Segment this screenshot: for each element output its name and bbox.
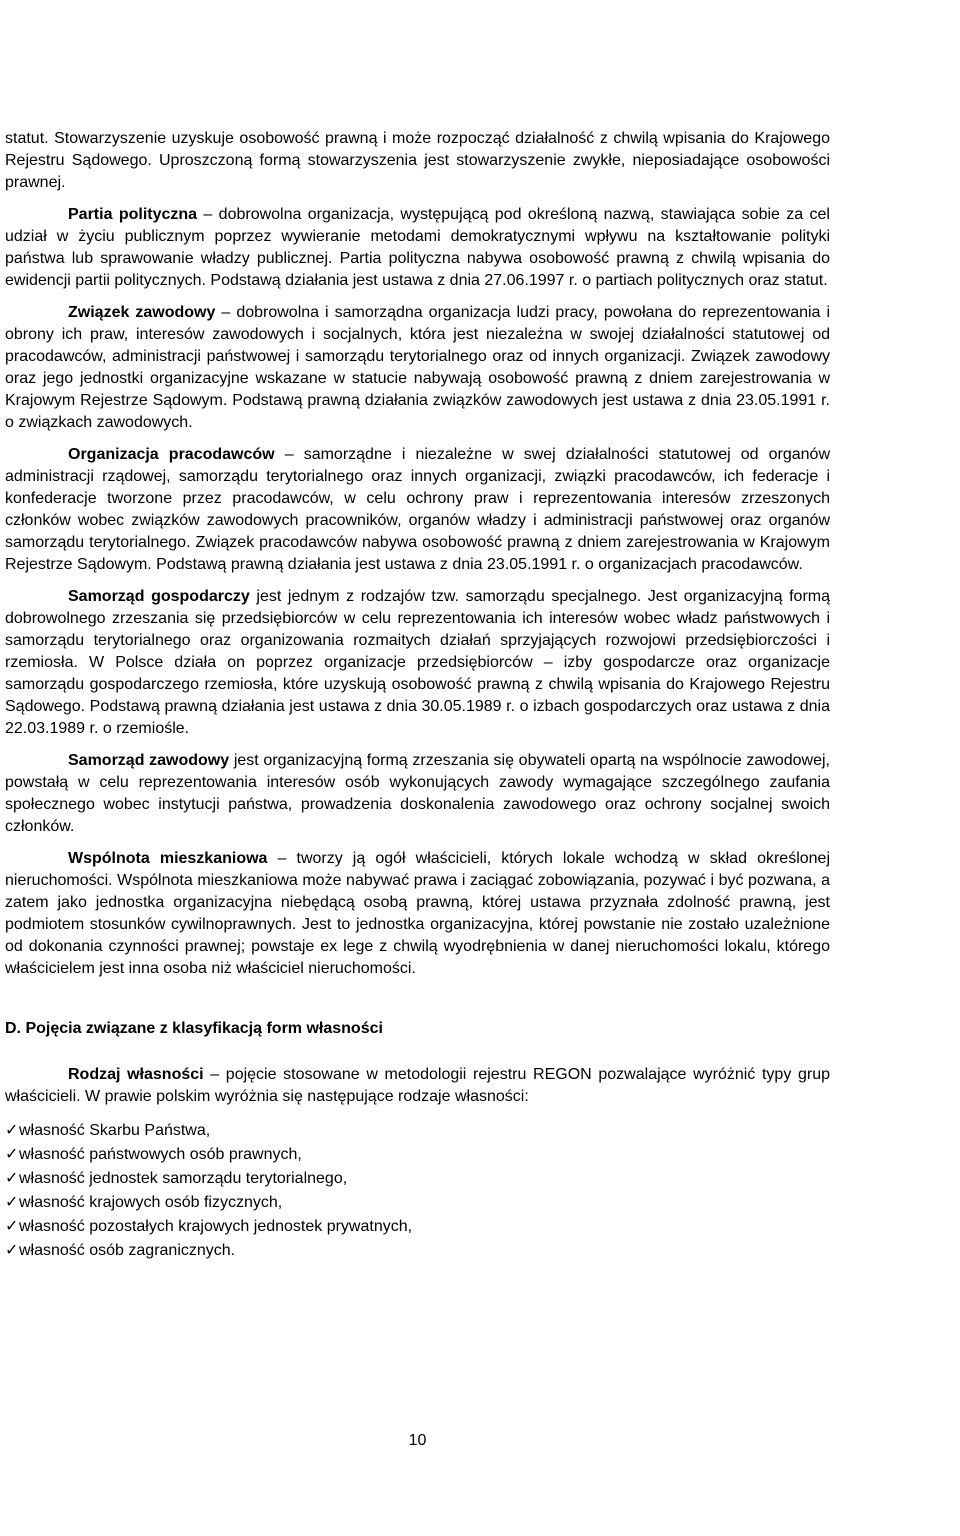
check-icon: ✓ (5, 1144, 19, 1163)
check-icon: ✓ (5, 1240, 19, 1259)
check-icon: ✓ (5, 1216, 19, 1235)
definition-term: Rodzaj własności (68, 1066, 204, 1083)
definition-samorzad-gospodarczy (5, 586, 830, 740)
list-item (5, 1190, 830, 1214)
list-item-text: własność krajowych osób fizycznych, (19, 1194, 283, 1211)
check-icon: ✓ (5, 1168, 19, 1187)
list-item-text: własność osób zagranicznych. (19, 1242, 236, 1259)
definition-term: Partia polityczna (68, 206, 198, 223)
definition-term: Związek zawodowy (68, 304, 216, 321)
definition-wspolnota-mieszkaniowa (5, 848, 830, 980)
list-item-text: własność państwowych osób prawnych, (19, 1146, 302, 1163)
ownership-types-list (5, 1118, 830, 1262)
definition-text: – tworzy ją ogół właścicieli, których lokale wchodzą w skład określonej nieruchomości. Wspólnota mieszkaniowa może nabywać prawa i zaciągać zobowiązania, pozywać i być pozwana, a zatem jako jednostka organizacyjna niebędącą osobą prawną, której ustawa przyznała zdolność prawną, jest podmiotem stosunków cywilnoprawnych. Jest to jednostka organizacyjna, której powstanie nie zostało uzależnione od dokonania czynności prawnej; powstaje ex lege z chwilą wyodrębnienia w danej nieruchomości lokalu, którego właścicielem jest inna osoba niż właściciel nieruchomości. (5, 850, 831, 977)
definition-text: jest organizacyjną formą zrzeszania się obywateli opartą na wspólnocie zawodowej, powstałą w celu reprezentowania interesów osób wykonujących zawody wymagające szczególnego zaufania społecznego wobec instytucji państwa, prowadzenia doskonalenia zawodowego oraz ochrony socjalnej swoich członków. (5, 752, 831, 835)
list-item-text: własność pozostałych krajowych jednostek prywatnych, (19, 1218, 413, 1235)
definition-partia-polityczna (5, 204, 830, 292)
definition-text: – dobrowolna organizacja, występującą pod określoną nazwą, stawiająca sobie za cel udział w życiu publicznym poprzez wywieranie metodami demokratycznymi wpływu na kształtowanie polityki państwa lub sprawowanie władzy publicznej. Partia polityczna nabywa osobowość prawną z chwilą wpisania do ewidencji partii politycznych. Podstawą działania jest ustawa z dnia 27.06.1997 r. o partiach politycznych oraz statut. (5, 206, 830, 289)
list-item (5, 1142, 830, 1166)
definition-samorzad-zawodowy (5, 750, 830, 838)
definition-term: Organizacja pracodawców (68, 446, 275, 463)
list-item-text: własność jednostek samorządu terytorialnego, (19, 1170, 348, 1187)
page-number: 10 (408, 1432, 427, 1449)
check-icon: ✓ (5, 1120, 19, 1139)
list-item (5, 1214, 830, 1238)
intro-paragraph: statut. Stowarzyszenie uzyskuje osobowość prawną i może rozpocząć działalność z chwilą wpisania do Krajowego Rejestru Sądowego. Uproszczoną formą stowarzyszenia jest stowarzyszenie zwykłe, nieposiadające osobowości prawnej. (5, 130, 830, 191)
definition-text: jest jednym z rodzajów tzw. samorządu specjalnego. Jest organizacyjną formą dobrowolnego zrzeszania się przedsiębiorców w celu reprezentowania ich interesów wobec władz państwowych i samorządu terytorialnego oraz organizowania rozmaitych działań sprzyjających rozwojowi przedsiębiorczości i rzemiosła. W Polsce działa on poprzez organizacje przedsiębiorców – izby gospodarcze oraz organizacje samorządu gospodarczego rzemiosła, które uzyskują osobowość prawną z chwilą wpisania do Krajowego Rejestru Sądowego. Podstawą prawną działania jest ustawa z dnia 30.05.1989 r. o izbach gospodarczych oraz ustawa z dnia 22.03.1989 r. o rzemiośle. (5, 588, 830, 737)
definition-term: Samorząd gospodarczy (68, 588, 250, 605)
list-item-text: własność Skarbu Państwa, (19, 1122, 211, 1139)
definition-term: Samorząd zawodowy (68, 752, 230, 769)
check-icon: ✓ (5, 1192, 19, 1211)
list-item (5, 1238, 830, 1262)
definition-organizacja-pracodawcow (5, 444, 830, 576)
definition-rodzaj-wlasnosci (5, 1064, 830, 1108)
section-heading: D. Pojęcia związane z klasyfikacją form własności (5, 1020, 383, 1037)
list-item (5, 1118, 830, 1142)
definition-zwiazek-zawodowy (5, 302, 830, 434)
definition-term: Wspólnota mieszkaniowa (68, 850, 268, 867)
definition-text: – pojęcie stosowane w metodologii rejestru REGON pozwalające wyróżnić typy grup właścicieli. W prawie polskim wyróżnia się następujące rodzaje własności: (5, 1066, 830, 1105)
page-body (5, 128, 830, 1262)
definition-text: – samorządne i niezależne w swej działalności statutowej od organów administracji rządowej, samorządu terytorialnego oraz innych organizacji, związki pracodawców, ich federacje i konfederacje tworzone przez pracodawców, w celu ochrony praw i reprezentowania interesów zrzeszonych członków wobec związków zawodowych pracowników, organów władzy i administracji państwowej oraz organów samorządu terytorialnego. Związek pracodawców nabywa osobowość prawną z dniem zarejestrowania w Krajowym Rejestrze Sądowym. Podstawą prawną działania jest ustawa z dnia 23.05.1991 r. o organizacjach pracodawców. (5, 446, 831, 573)
definition-text: – dobrowolna i samorządna organizacja ludzi pracy, powołana do reprezentowania i obrony ich praw, interesów zawodowych i socjalnych, która jest niezależna w swojej działalności statutowej od pracodawców, administracji państwowej i samorządu terytorialnego oraz od innych organizacji. Związek zawodowy oraz jego jednostki organizacyjne wskazane w statucie nabywają osobowość prawną z dniem zarejestrowania w Krajowym Rejestrze Sądowym. Podstawą prawną działania związków zawodowych jest ustawa z dnia 23.05.1991 r. o związkach zawodowych. (5, 304, 831, 431)
list-item (5, 1166, 830, 1190)
